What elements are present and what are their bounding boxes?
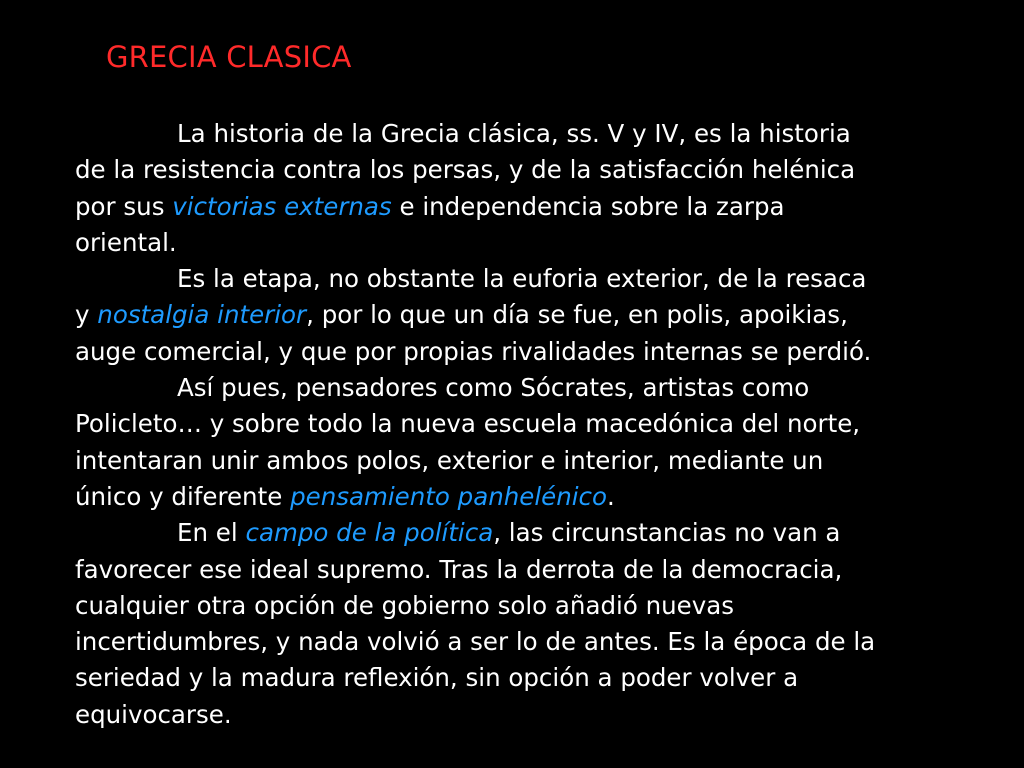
highlight-victorias-externas: victorias externas	[172, 191, 392, 221]
text-run: Así pues, pensadores como Sócrates, artistas como	[177, 373, 810, 403]
text-run: , las circunstancias no van a	[493, 518, 841, 548]
paragraph-3-line-3: intentaran unir ambos polos, exterior e interior, mediante un	[75, 445, 824, 475]
text-run: único y diferente	[75, 481, 291, 511]
paragraph-2-line-3: auge comercial, y que por propias rivalidades internas se perdió.	[75, 336, 872, 366]
paragraph-3-line-4	[75, 479, 975, 515]
paragraph-4-line-4: incertidumbres, y nada volvió a ser lo de antes. Es la época de la	[75, 627, 876, 657]
text-run: En el	[177, 518, 246, 548]
paragraph-1-line-1	[75, 116, 975, 152]
paragraph-3-line-2: Policleto… y sobre todo la nueva escuela macedónica del norte,	[75, 409, 861, 439]
paragraph-2-line-1	[75, 261, 975, 297]
text-run: .	[607, 481, 615, 511]
paragraph-4-line-1	[75, 515, 975, 551]
paragraph-4-line-6: equivocarse.	[75, 699, 232, 729]
paragraph-3-line-1	[75, 370, 975, 406]
paragraph-4-line-2: favorecer ese ideal supremo. Tras la derrota de la democracia,	[75, 554, 843, 584]
text-run: Es la etapa, no obstante la euforia exterior, de la resaca	[177, 264, 867, 294]
text-run: y	[75, 300, 98, 330]
paragraph-2-line-2	[75, 297, 975, 333]
text-run: La historia de la Grecia clásica, ss. V y IV, es la historia	[177, 119, 851, 148]
text-run: , por lo que un día se fue, en polis, apoikias,	[306, 300, 848, 330]
text-run: e independencia sobre la zarpa	[391, 191, 785, 221]
highlight-pensamiento-panhelenico: pensamiento panhelénico	[290, 481, 608, 511]
paragraph-1-line-3	[75, 189, 975, 225]
paragraph-4-line-3: cualquier otra opción de gobierno solo añadió nuevas	[75, 590, 734, 620]
slide-title: GRECIA CLASICA	[106, 40, 352, 74]
slide-body-text	[75, 116, 975, 733]
paragraph-1-line-4: oriental.	[75, 227, 177, 257]
highlight-campo-de-la-politica: campo de la política	[245, 518, 494, 548]
highlight-nostalgia-interior: nostalgia interior	[97, 300, 307, 330]
text-run: por sus	[75, 191, 173, 221]
paragraph-1-line-2: de la resistencia contra los persas, y de la satisfacción helénica	[75, 155, 856, 185]
paragraph-4-line-5: seriedad y la madura reflexión, sin opción a poder volver a	[75, 663, 799, 693]
